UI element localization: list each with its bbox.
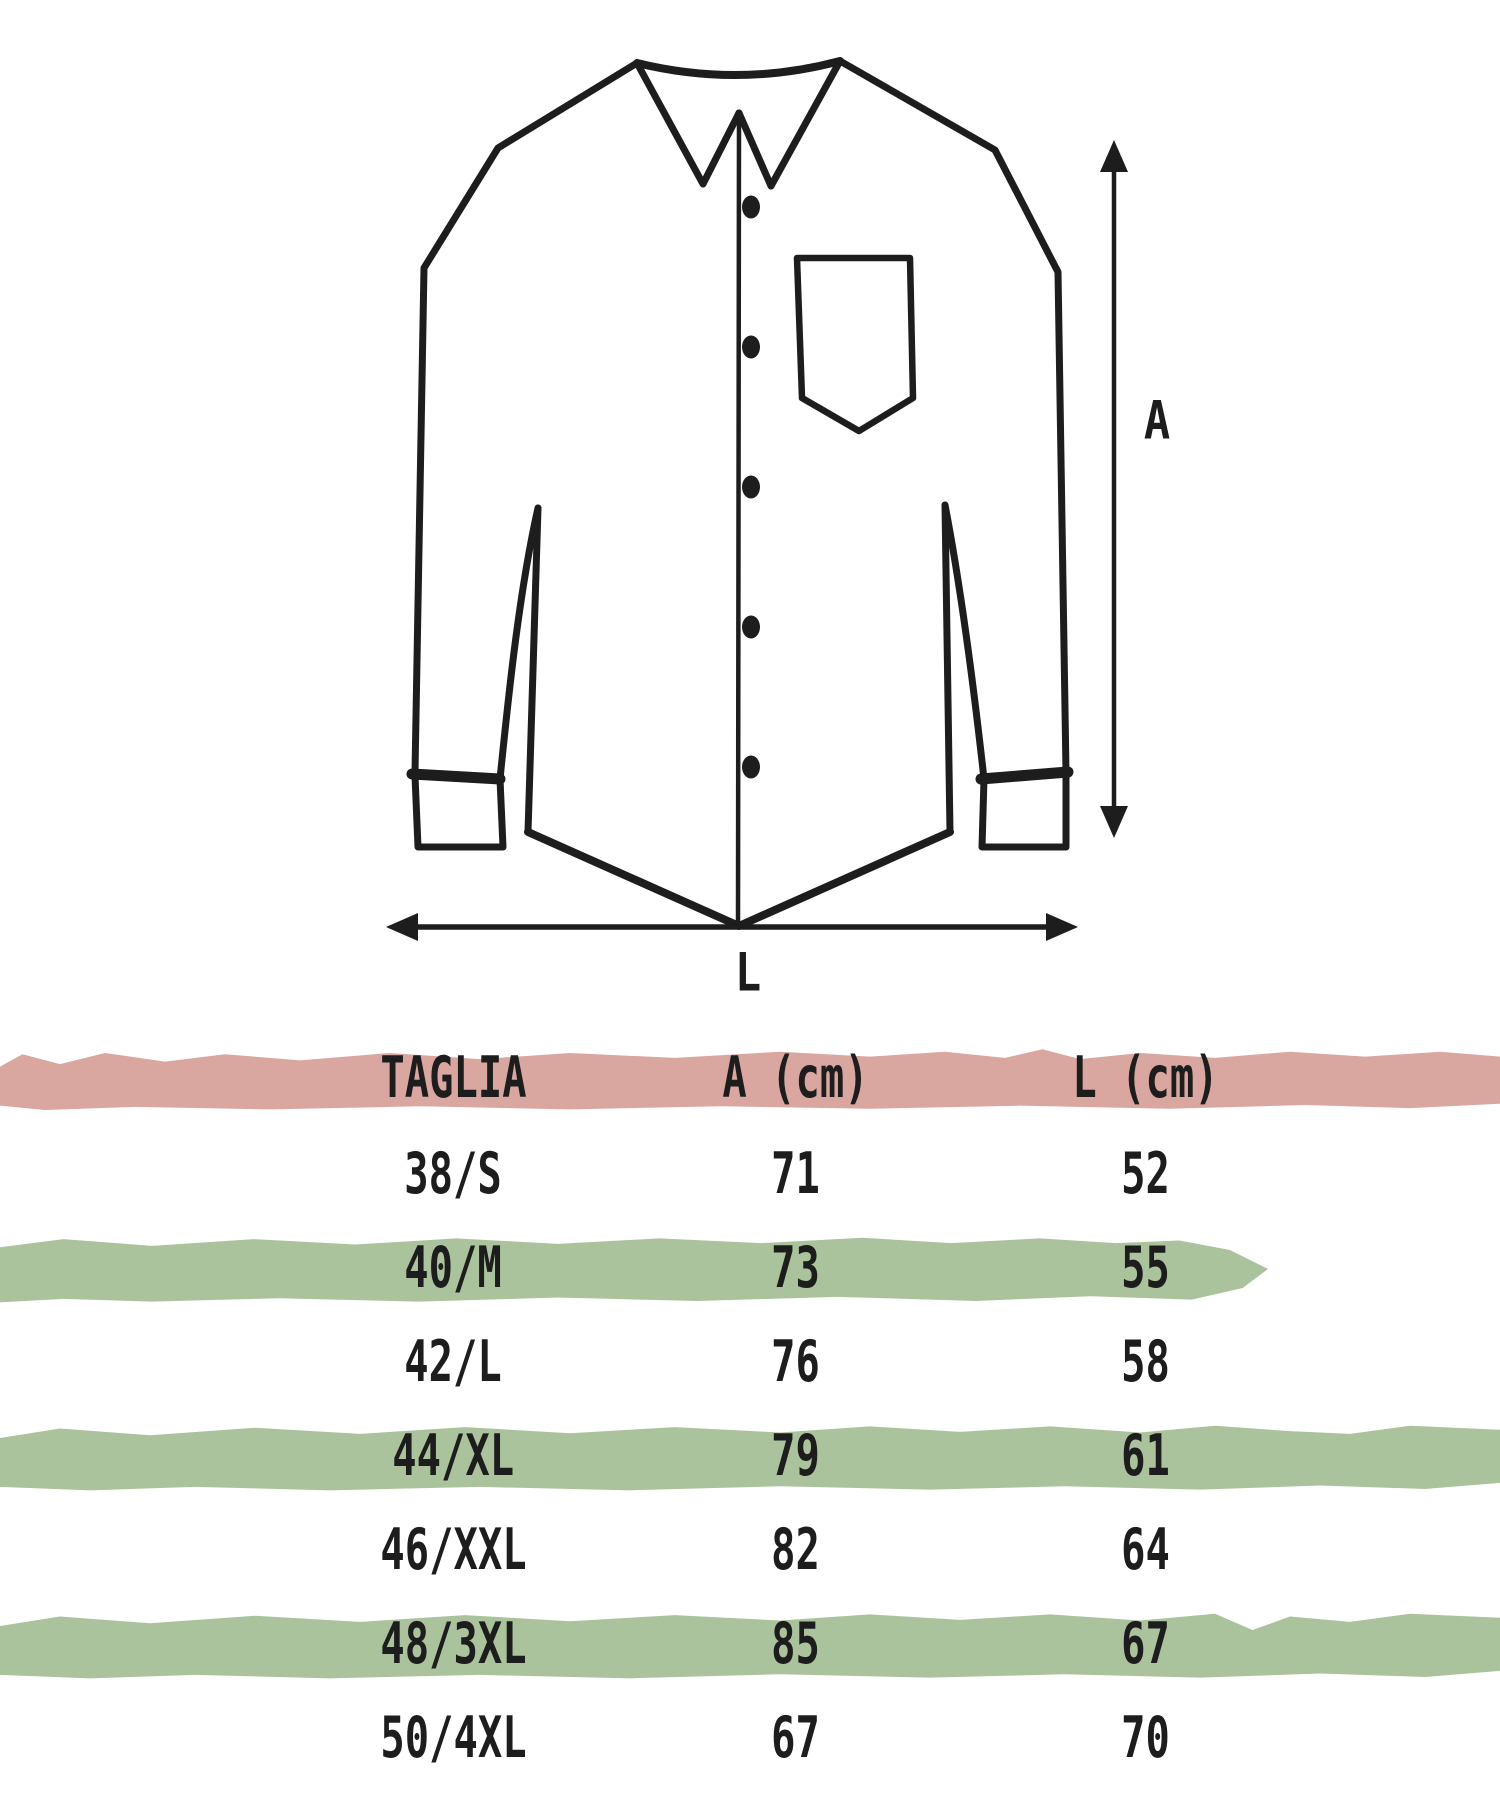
size-cell: 46/XXL xyxy=(379,1517,527,1584)
table-row xyxy=(0,1222,1500,1316)
a-cm-cell: 73 xyxy=(770,1235,820,1302)
column-header-taglia: TAGLIA xyxy=(379,1045,527,1112)
l-cm-cell: 70 xyxy=(1120,1705,1170,1772)
l-cm-cell: 52 xyxy=(1120,1141,1170,1208)
size-cell: 44/XL xyxy=(392,1423,514,1490)
a-cm-cell: 71 xyxy=(770,1141,820,1208)
a-cm-cell: 85 xyxy=(770,1611,820,1678)
table-header-row xyxy=(0,1045,1500,1112)
a-cm-cell: 67 xyxy=(770,1705,820,1772)
l-cm-cell: 61 xyxy=(1120,1423,1170,1490)
table-row xyxy=(0,1316,1500,1410)
table-row xyxy=(0,1128,1500,1222)
table-row xyxy=(0,1410,1500,1504)
size-cell: 50/4XL xyxy=(379,1705,527,1772)
l-cm-cell: 64 xyxy=(1120,1517,1170,1584)
column-header-a-cm: A (cm) xyxy=(721,1045,869,1112)
size-cell: 38/S xyxy=(404,1141,502,1208)
l-cm-cell: 55 xyxy=(1120,1235,1170,1302)
column-header-l-cm: L (cm) xyxy=(1071,1045,1219,1112)
l-cm-cell: 58 xyxy=(1120,1329,1170,1396)
table-row xyxy=(0,1504,1500,1598)
table-row xyxy=(0,1692,1500,1786)
width-dimension-label: L xyxy=(734,940,762,1004)
a-cm-cell: 76 xyxy=(770,1329,820,1396)
a-cm-cell: 79 xyxy=(770,1423,820,1490)
table-row xyxy=(0,1598,1500,1692)
l-cm-cell: 67 xyxy=(1120,1611,1170,1678)
size-cell: 42/L xyxy=(404,1329,502,1396)
size-cell: 40/M xyxy=(404,1235,502,1302)
size-cell: 48/3XL xyxy=(379,1611,527,1678)
a-cm-cell: 82 xyxy=(770,1517,820,1584)
height-dimension-label: A xyxy=(1143,388,1171,452)
